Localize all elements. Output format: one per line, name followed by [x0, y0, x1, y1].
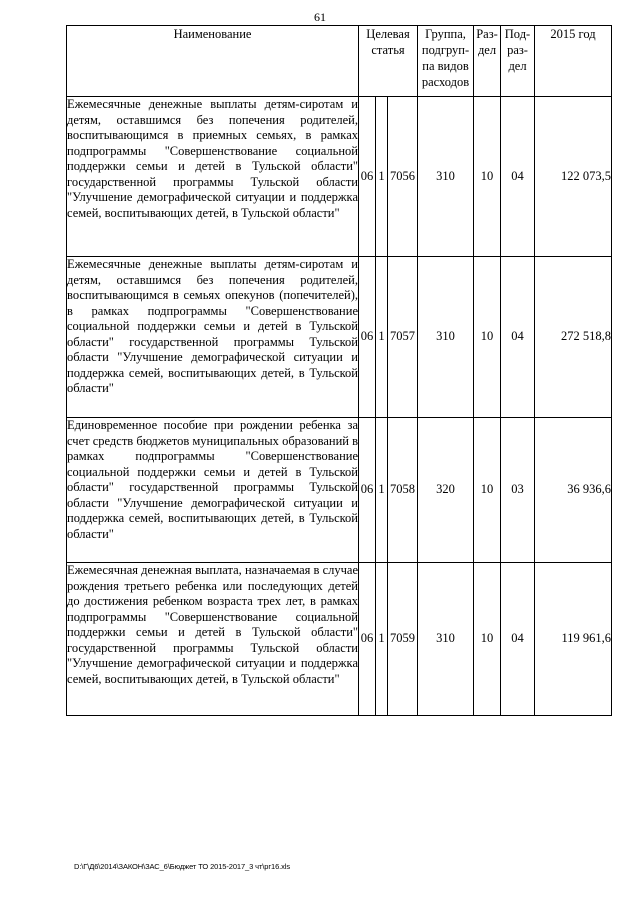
file-path-footer: D:\Г\Д6\2014\ЗАКОН\ЗАС_6\Бюджет ТО 2015-2017_3 чт\рг16.xls: [74, 862, 290, 871]
table-row: [67, 257, 612, 418]
row-code: 7057: [388, 257, 418, 418]
row-prog: 06: [359, 563, 376, 716]
row-prog: 06: [359, 97, 376, 257]
header-name: Наименование: [67, 26, 359, 97]
row-subsection: 03: [501, 418, 535, 563]
row-section: 10: [474, 257, 501, 418]
row-code: 7059: [388, 563, 418, 716]
row-name: Ежемесячные денежные выплаты детям-сиротам и детям, оставшимся без попечения родителей, воспитывающимся в приемных семьях, в рамках подпрограммы "Совершенствование социальной поддержки семьи и детей в Тульской области" государственной программы Тульской области "Улучшение демографической ситуации и поддержка семей, воспитывающих детей, в Тульской области": [67, 97, 359, 257]
header-year: 2015 год: [535, 26, 612, 97]
row-sub: 1: [376, 563, 388, 716]
row-sub: 1: [376, 418, 388, 563]
row-section: 10: [474, 418, 501, 563]
row-sub: 1: [376, 97, 388, 257]
row-name: Единовременное пособие при рождении ребенка за счет средств бюджетов муниципальных образований в рамках подпрограммы "Совершенствование социальной поддержки семьи и детей в Тульской области" государственной программы Тульской области "Улучшение демографической ситуации и поддержка семей, воспитывающих детей, в Тульской области": [67, 418, 359, 563]
header-section: Раз-дел: [474, 26, 501, 97]
row-amount: 119 961,6: [535, 563, 612, 716]
row-section: 10: [474, 97, 501, 257]
row-amount: 122 073,5: [535, 97, 612, 257]
row-amount: 36 936,6: [535, 418, 612, 563]
row-code: 7058: [388, 418, 418, 563]
row-subsection: 04: [501, 257, 535, 418]
header-target-article: Целевая статья: [359, 26, 418, 97]
row-section: 10: [474, 563, 501, 716]
table-row: [67, 418, 612, 563]
header-subsection: Под-раз-дел: [501, 26, 535, 97]
row-subsection: 04: [501, 97, 535, 257]
page-number: 61: [314, 10, 326, 24]
row-name: Ежемесячные денежные выплаты детям-сиротам и детям, оставшимся без попечения родителей, воспитывающимся в семьях опекунов (попечителей), в рамках подпрограммы "Совершенствование социальной поддержки семьи и детей в Тульской области" государственной программы Тульской области "Улучшение демографической ситуации и поддержка семей, воспитывающих детей, в Тульской области": [67, 257, 359, 418]
row-group: 310: [418, 563, 474, 716]
table-row: [67, 97, 612, 257]
row-amount: 272 518,8: [535, 257, 612, 418]
row-prog: 06: [359, 418, 376, 563]
row-subsection: 04: [501, 563, 535, 716]
row-name: Ежемесячная денежная выплата, назначаемая в случае рождения третьего ребенка или последующих детей до достижения ребенком возраста трех лет, в рамках подпрограммы "Совершенствование социальной поддержки семьи и детей в Тульской области" государственной программы Тульской области "Улучшение демографической ситуации и поддержка семей, воспитывающих детей, в Тульской области": [67, 563, 359, 716]
header-group: Группа, подгруп-па видов расходов: [418, 26, 474, 97]
row-group: 320: [418, 418, 474, 563]
row-group: 310: [418, 257, 474, 418]
row-code: 7056: [388, 97, 418, 257]
row-sub: 1: [376, 257, 388, 418]
table-header-row: [67, 26, 612, 97]
budget-table: [66, 25, 612, 716]
table-row: [67, 563, 612, 716]
row-group: 310: [418, 97, 474, 257]
row-prog: 06: [359, 257, 376, 418]
